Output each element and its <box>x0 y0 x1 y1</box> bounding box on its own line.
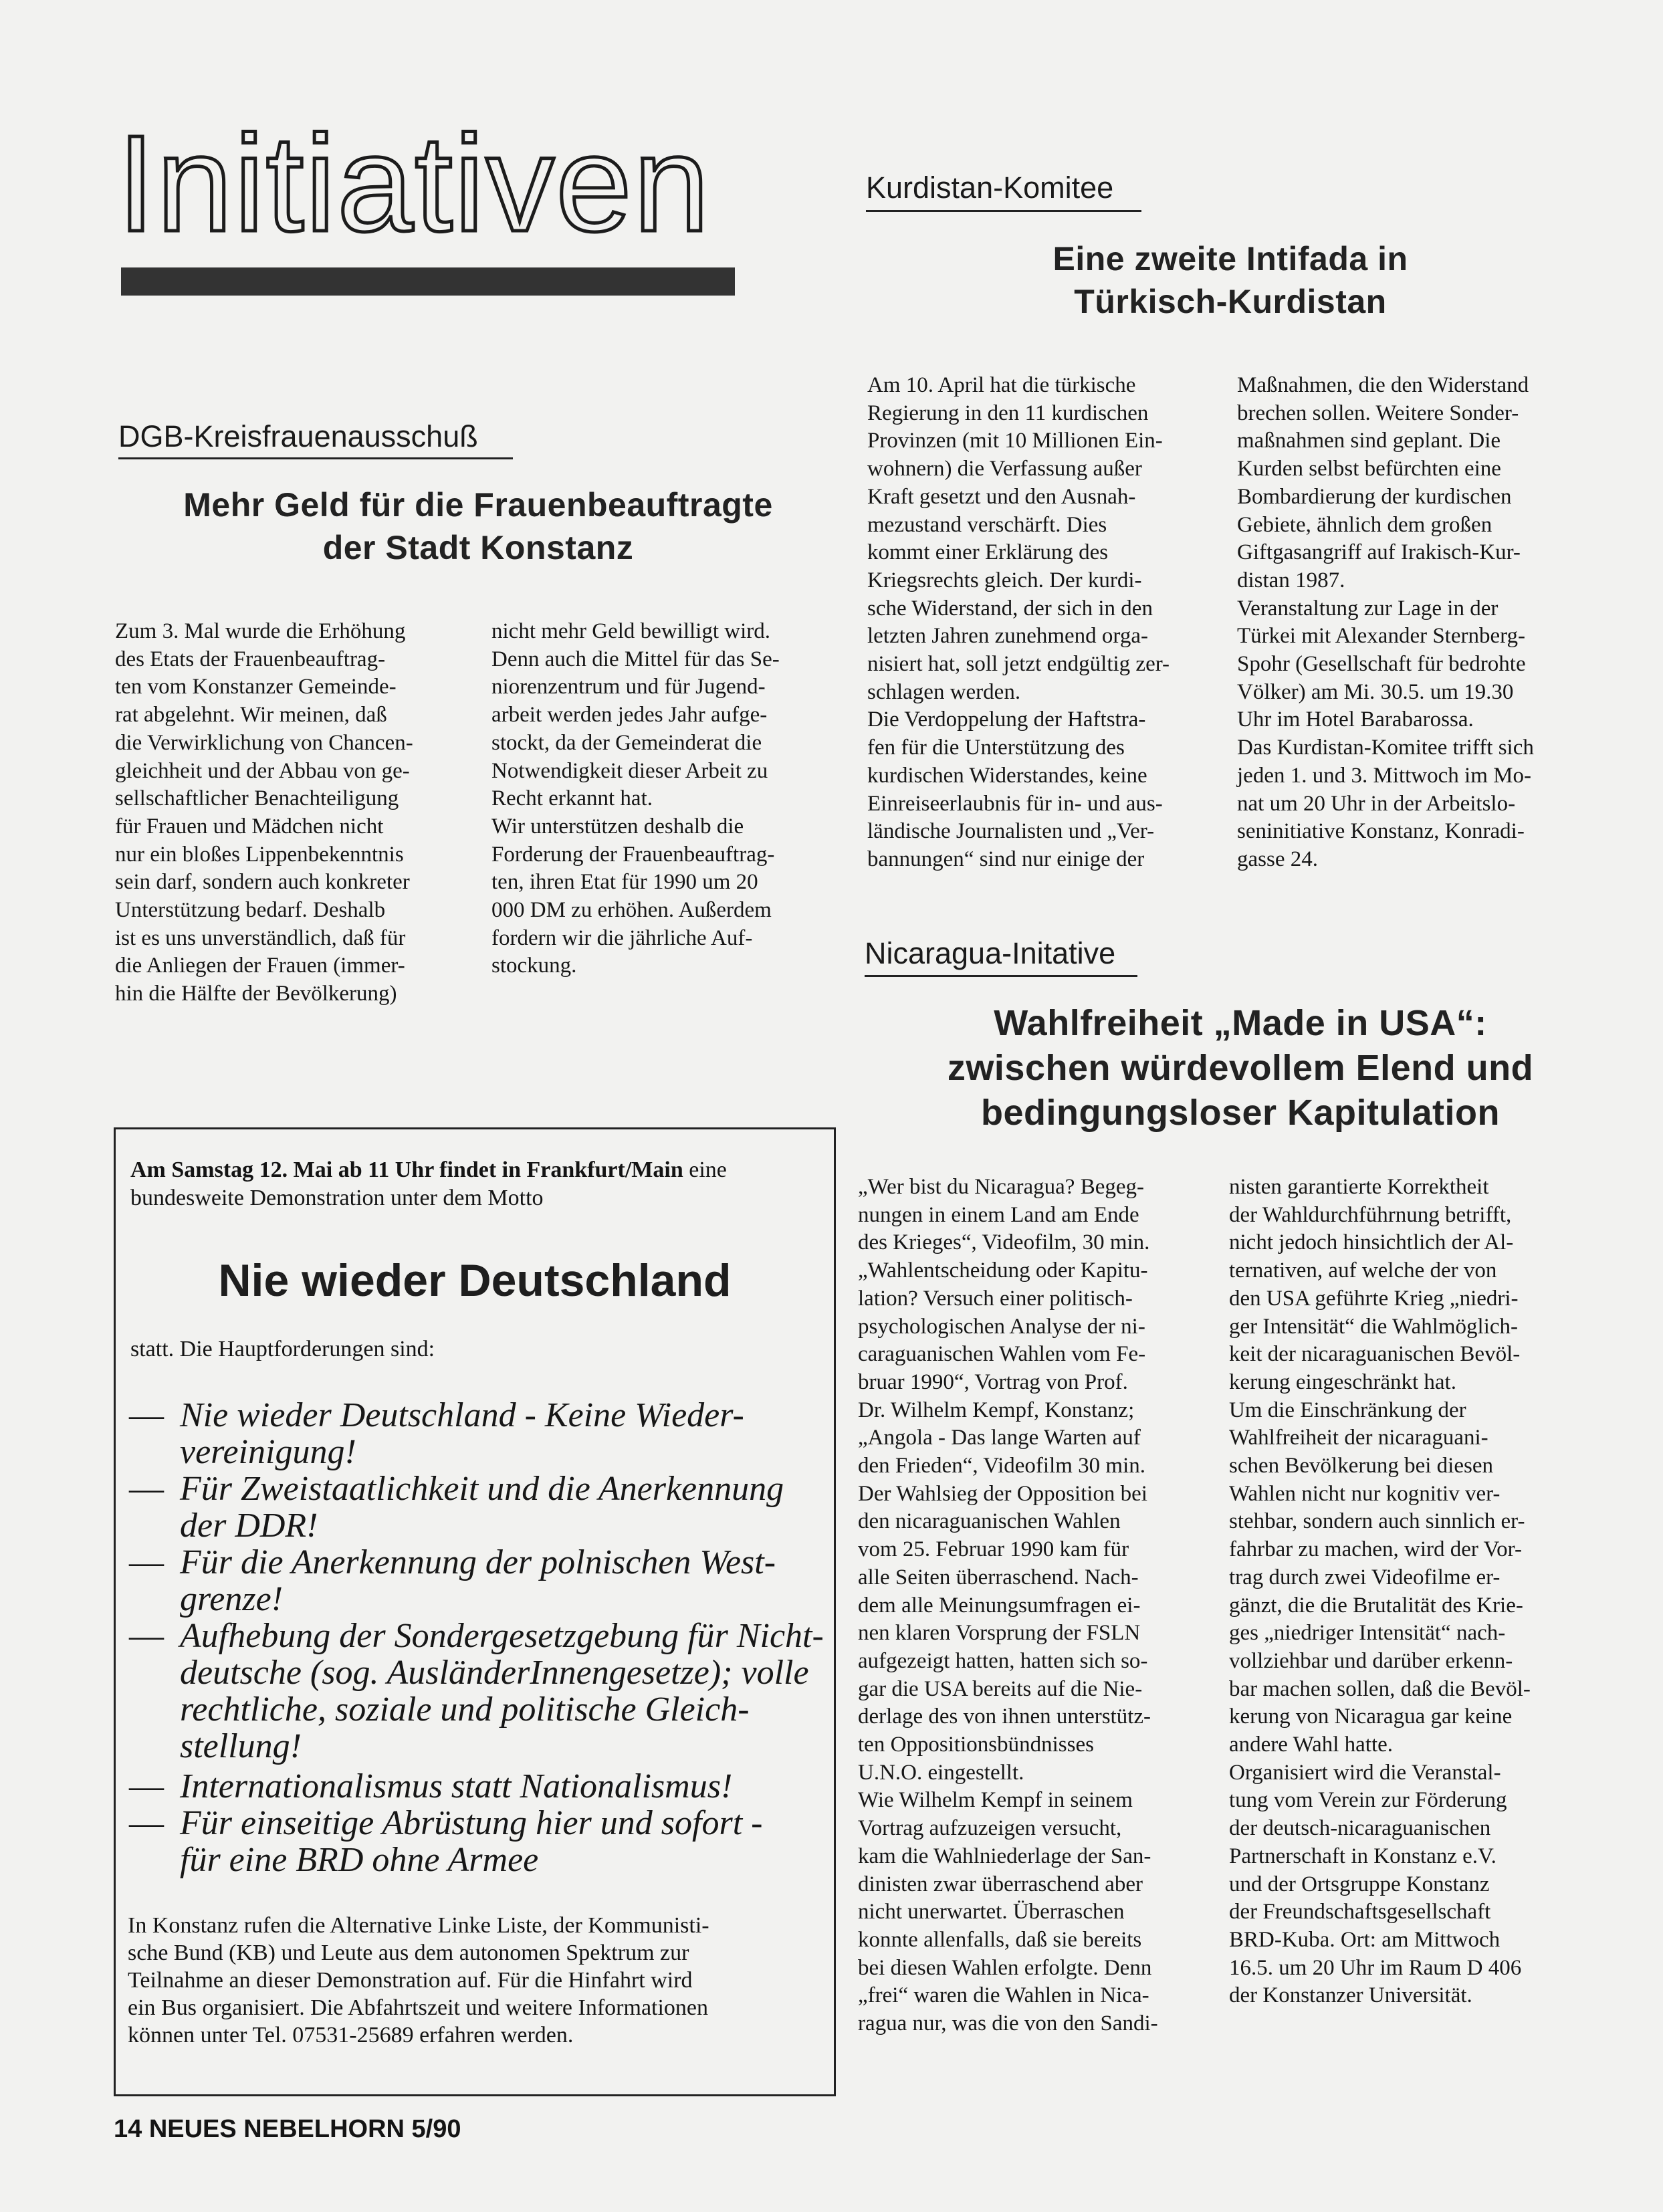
nicaragua-column-2: nisten garantierte Korrektheit der Wahldurchführnung betrifft, nicht jedoch hinsichtlich der Al- ternativen, auf welche der von den USA geführte Krieg „niedri- ger Intensität“ die Wahlmöglich- keit der nicaraguanischen Bevöl- kerung eingeschränkt hat. Um die Einschränkung der Wahlfreiheit der nicaraguani- schen Bevölkerung bei diesen Wahlen nicht nur kognitiv ver- stehbar, sondern auch sinnlich er- fahrbar zu machen, wird der Vor- trag durch zwei Videofilme er- gänzt, die die Brutalität des Krie- ges „niedriger Intensität“ nach- vollziehbar und darüber erkenn- bar machen sollen, daß die Bevöl- kerung von Nicaragua gar keine andere Wahl hatte. Organisiert wird die Veranstal- tung vom Verein zur Förderung der deutsch-nicaraguanischen Partnerschaft in Konstanz e.V. und der Ortsgruppe Konstanz der Freundschaftsgesellschaft BRD-Kuba. Ort: am Mittwoch 16.5. um 20 Uhr im Raum D 406 der Konstanzer Universität. <box>1229 1175 1531 2008</box>
dgb-kicker-rule <box>118 457 513 459</box>
masthead-bar <box>121 267 735 296</box>
demonstration-box <box>114 1127 836 2096</box>
headline-line: Eine zweite Intifada in <box>1052 240 1408 278</box>
nicaragua-kicker-rule <box>865 975 1137 977</box>
demo-closing: In Konstanz rufen die Alternative Linke Liste, der Kommunisti- sche Bund (KB) und Leute aus dem autonomen Spektrum zur Teilnahme an dieser Demonstration auf. Für die Hinfahrt wird ein Bus organisiert. Die Abfahrtszeit und weitere Informationen können unter Tel. 07531-25689 erfahren werden. <box>128 1913 709 2048</box>
demand-text: Für die Anerkennung der polnischen West- grenze! <box>180 1543 776 1618</box>
kurdistan-headline <box>936 237 1525 323</box>
demand-dash: — <box>129 1396 164 1434</box>
demand-dash: — <box>129 1617 164 1655</box>
kurdistan-kicker: Kurdistan-Komitee <box>866 171 1114 205</box>
masthead-title: Initiativen <box>117 107 711 260</box>
demand-text: Nie wieder Deutschland - Keine Wieder- vereinigung! <box>180 1396 744 1471</box>
headline-line: Wahlfreiheit „Made in USA“: <box>994 1003 1487 1043</box>
dgb-headline <box>100 483 856 569</box>
nicaragua-kicker: Nicaragua-Initative <box>865 936 1116 970</box>
demand-dash: — <box>129 1543 164 1581</box>
headline-line: bedingungsloser Kapitulation <box>980 1093 1500 1133</box>
dgb-kicker: DGB-Kreisfrauenausschuß <box>118 419 478 453</box>
headline-line: Mehr Geld für die Frauenbeauftragte <box>183 486 773 524</box>
demand-text: Für einseitige Abrüstung hier und sofort - für eine BRD ohne Armee <box>180 1804 763 1879</box>
demo-statt: statt. Die Hauptforderungen sind: <box>130 1337 435 1361</box>
demo-motto: Nie wieder Deutschland <box>218 1255 732 1306</box>
headline-line: der Stadt Konstanz <box>322 529 634 566</box>
demo-intro-rest: eine bundesweite Demonstration unter dem Motto <box>130 1157 727 1210</box>
masthead <box>117 107 806 311</box>
dgb-column-2: nicht mehr Geld bewilligt wird. Denn auch die Mittel für das Se- niorenzentrum und für Jugend- arbeit werden jedes Jahr aufge- stockt, da der Gemeinderat die Notwendigkeit dieser Arbeit zu Recht erkannt hat. Wir unterstützen deshalb die Forderung der Frauenbeauftrag- ten, ihren Etat für 1990 um 20 000 DM zu erhöhen. Außerdem fordern wir die jährliche Auf- stockung. <box>491 619 780 978</box>
demand-dash: — <box>129 1804 164 1842</box>
kurdistan-column-1: Am 10. April hat die türkische Regierung in den 11 kurdischen Provinzen (mit 10 Millionen Ein- wohnern) die Verfassung außer Kraft gesetzt und den Ausnah- mezustand verschärft. Dies kommt einer Erklärung des Kriegsrechts gleich. Der kurdi- sche Widerstand, der sich in den letzten Jahren zunehmend orga- nisiert hat, soll jetzt endgültig zer- schlagen werden. Die Verdoppelung der Haftstra- fen für die Unterstützung des kurdischen Widerstandes, keine Einreiseerlaubnis für in- und aus- ländische Journalisten und „Ver- bannungen“ sind nur einige der <box>867 373 1170 871</box>
demo-intro <box>130 1156 819 1212</box>
dgb-column-1: Zum 3. Mal wurde die Erhöhung des Etats der Frauenbeauftrag- ten vom Konstanzer Gemeinde- rat abgelehnt. Wir meinen, daß die Verwirklichung von Chancen- gleichheit und der Abbau von ge- sellschaftlicher Benachteiligung für Frauen und Mädchen nicht nur ein bloßes Lippenbekenntnis sein darf, sondern auch konkreter Unterstützung bedarf. Deshalb ist es uns unverständlich, daß für die Anliegen der Frauen (immer- hin die Hälfte der Bevölkerung) <box>115 619 413 1006</box>
demand-dash: — <box>129 1767 164 1805</box>
nicaragua-headline <box>869 1001 1612 1135</box>
demand-dash: — <box>129 1470 164 1508</box>
demo-intro-bold: Am Samstag 12. Mai ab 11 Uhr findet in Frankfurt/Main <box>130 1157 683 1182</box>
kurdistan-kicker-rule <box>866 210 1141 212</box>
nicaragua-column-1: „Wer bist du Nicaragua? Begeg- nungen in einem Land am Ende des Krieges“, Videofilm, 30 min. „Wahlentscheidung oder Kapitu- lation? Versuch einer politisch- psychologischen Analyse der ni- caraguanischen Wahlen vom Fe- bruar 1990“, Vortrag von Prof. Dr. Wilhelm Kempf, Konstanz; „Angola - Das lange Warten auf den Frieden“, Videofilm 30 min. Der Wahlsieg der Opposition bei den nicaraguanischen Wahlen vom 25. Februar 1990 kam für alle Seiten überraschend. Nach- dem alle Meinungsumfragen ei- nen klaren Vorsprung der FSLN aufgezeigt hatten, hatten sich so- gar die USA bereits auf die Nie- derlage des von ihnen unterstütz- ten Oppositionsbündnisses U.N.O. eingestellt. Wie Wilhelm Kempf in seinem Vortrag aufzuzeigen versucht, kam die Wahlniederlage der San- dinisten zwar überraschend aber nicht unerwartet. Überraschen konnte allenfalls, daß sie bereits bei diesen Wahlen erfolgte. Denn „frei“ waren die Wahlen in Nica- ragua nur, was die von den Sandi- <box>858 1175 1158 2036</box>
demand-text: Internationalismus statt Nationalismus! <box>180 1767 733 1805</box>
headline-line: Türkisch-Kurdistan <box>1074 283 1387 320</box>
page-footer: 14 NEUES NEBELHORN 5/90 <box>114 2115 461 2143</box>
demand-text: Für Zweistaatlichkeit und die Anerkennung der DDR! <box>180 1470 784 1545</box>
demand-text: Aufhebung der Sondergesetzgebung für Nicht- deutsche (sog. AusländerInnengesetze); volle rechtliche, soziale und politische Gleich- stellung! <box>180 1617 824 1765</box>
kurdistan-column-2: Maßnahmen, die den Widerstand brechen sollen. Weitere Sonder- maßnahmen sind geplant. Die Kurden selbst befürchten eine Bombardierung der kurdischen Gebiete, ähnlich dem großen Giftgasangriff auf Irakisch-Kur- distan 1987. Veranstaltung zur Lage in der Türkei mit Alexander Sternberg- Spohr (Gesellschaft für bedrohte Völker) am Mi. 30.5. um 19.30 Uhr im Hotel Barabarossa. Das Kurdistan-Komitee trifft sich jeden 1. und 3. Mittwoch im Mo- nat um 20 Uhr in der Arbeitslo- seninitiative Konstanz, Konradi- gasse 24. <box>1237 373 1534 871</box>
headline-line: zwischen würdevollem Elend und <box>947 1048 1534 1088</box>
